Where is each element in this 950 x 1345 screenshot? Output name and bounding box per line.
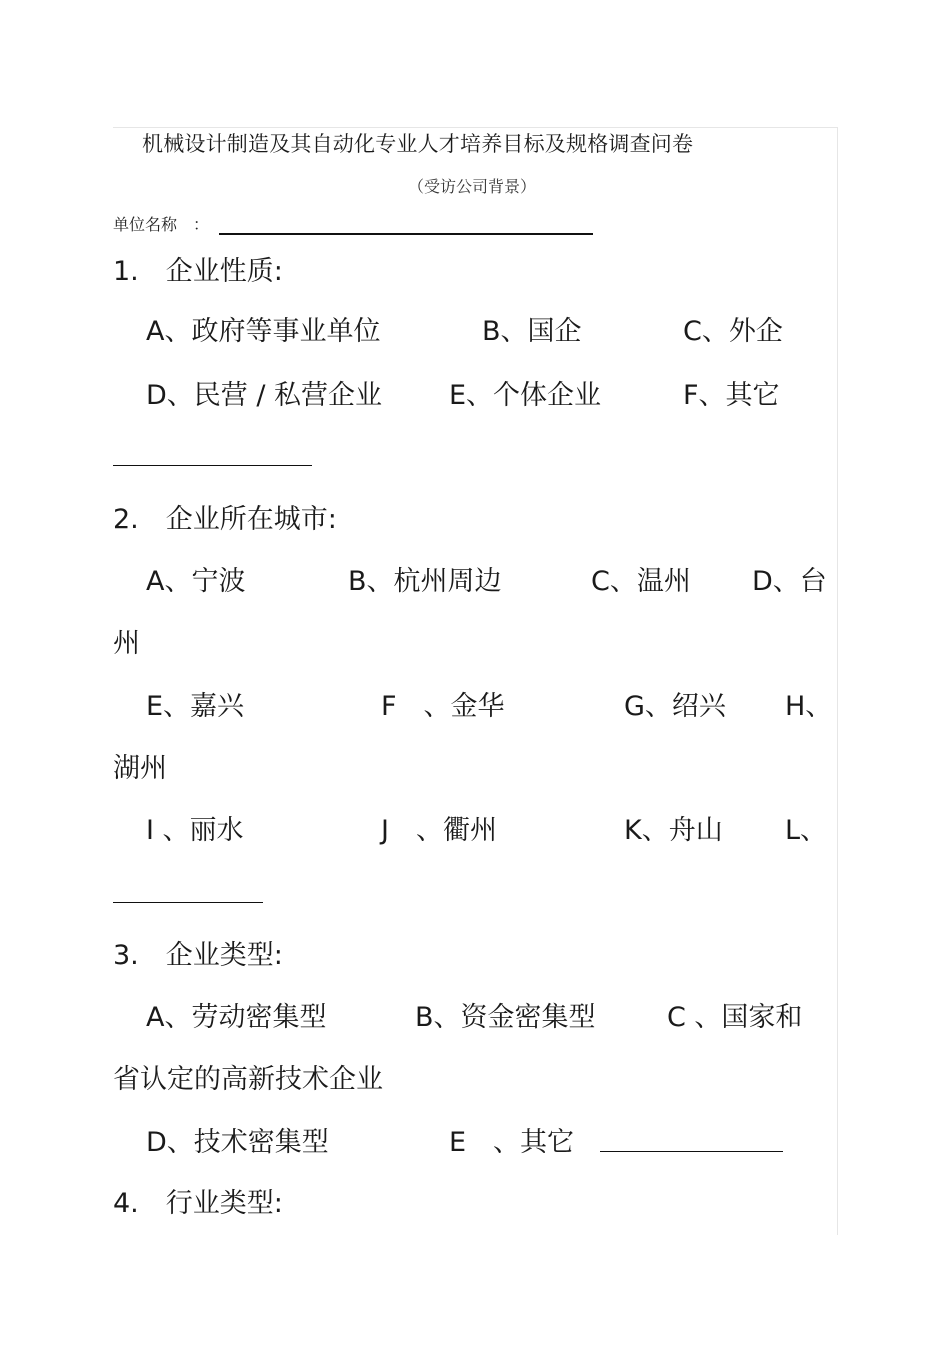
q1-option-d[interactable]: D、民营 / 私营企业: [146, 380, 383, 411]
question-1-label: 1. 企业性质:: [113, 256, 283, 287]
q1-option-a[interactable]: A、政府等事业单位: [146, 316, 381, 347]
q2-option-e[interactable]: E、嘉兴: [146, 691, 245, 722]
question-4-label: 4. 行业类型:: [113, 1188, 283, 1219]
page-frame-right-border: [837, 127, 838, 1235]
q2-option-l[interactable]: L、: [785, 815, 828, 846]
q2-option-a[interactable]: A、宁波: [146, 566, 246, 597]
q1-option-e[interactable]: E、个体企业: [449, 380, 602, 411]
question-3-label: 3. 企业类型:: [113, 940, 283, 971]
q2-option-i[interactable]: I 、丽水: [146, 815, 244, 846]
document-title: 机械设计制造及其自动化专业人才培养目标及规格调查问卷: [142, 132, 694, 156]
unit-name-label: 单位名称 ：: [113, 215, 210, 234]
q3-option-d[interactable]: D、技术密集型: [146, 1127, 329, 1158]
q2-option-k[interactable]: K、舟山: [624, 815, 723, 846]
q1-other-blank[interactable]: [113, 465, 312, 466]
q3-option-a[interactable]: A、劳动密集型: [146, 1002, 327, 1033]
q2-option-j[interactable]: J 、衢州: [381, 815, 497, 846]
q3-option-c[interactable]: C 、国家和: [667, 1002, 803, 1033]
q2-option-d-cont: 州: [113, 628, 140, 659]
question-2-label: 2. 企业所在城市:: [113, 504, 337, 535]
q2-option-h-cont: 湖州: [113, 753, 167, 784]
q3-option-e[interactable]: E 、其它: [449, 1127, 575, 1158]
q2-option-b[interactable]: B、杭州周边: [348, 566, 502, 597]
unit-name-blank[interactable]: [219, 233, 593, 235]
q2-other-blank[interactable]: [113, 902, 263, 903]
q2-option-f[interactable]: F 、金华: [381, 691, 505, 722]
q3-option-b[interactable]: B、资金密集型: [415, 1002, 596, 1033]
document-subtitle: （受访公司背景）: [408, 177, 537, 196]
q2-option-c[interactable]: C、温州: [591, 566, 691, 597]
q3-other-blank[interactable]: [600, 1151, 783, 1152]
q2-option-d[interactable]: D、台: [752, 566, 827, 597]
q2-option-h[interactable]: H、: [785, 691, 833, 722]
q2-option-g[interactable]: G、绍兴: [624, 691, 726, 722]
q1-option-c[interactable]: C、外企: [683, 316, 783, 347]
q3-option-c-cont: 省认定的高新技术企业: [113, 1064, 383, 1095]
q1-option-b[interactable]: B、国企: [482, 316, 582, 347]
q1-option-f[interactable]: F、其它: [683, 380, 780, 411]
